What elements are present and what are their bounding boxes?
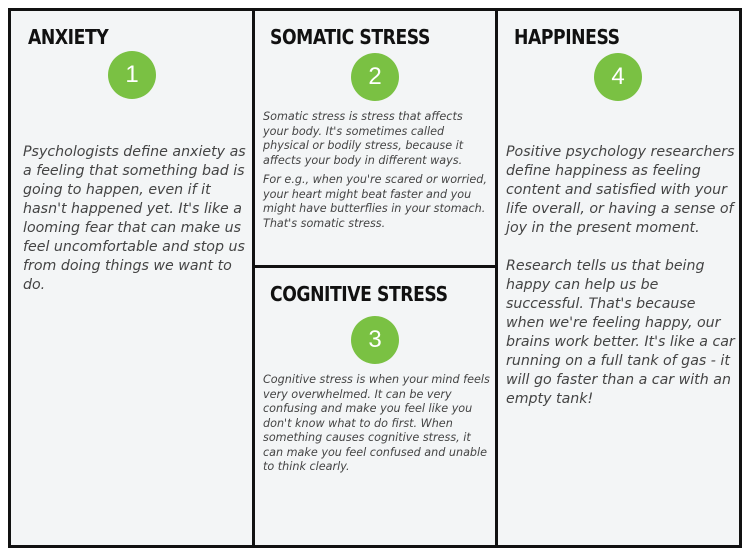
happiness-paragraph-1: Positive psychology researchers define happiness as feeling content and satisfied with your life overall, or having a sense of joy in the present moment.	[506, 144, 735, 236]
panel-title-somatic-stress: SOMATIC STRESS	[270, 25, 430, 49]
panel-happiness	[498, 11, 739, 545]
number-badge-4: 4	[594, 53, 642, 101]
panel-title-anxiety: ANXIETY	[28, 25, 109, 49]
somatic-paragraph-1: Somatic stress is stress that affects your body. It's sometimes called physical or bodily stress, because it affects your body in different ways.	[263, 110, 464, 167]
panel-body-anxiety	[23, 143, 249, 295]
anxiety-paragraph: Psychologists define anxiety as a feeling that something bad is going to happen, even if it hasn't happened yet. It's like a looming fear that can make us feel uncomfortable and stop us from doing things we want to do.	[23, 144, 246, 293]
happiness-paragraph-2: Research tells us that being happy can help us be successful. That's because when we're feeling happy, our brains work better. It's like a car running on a full tank of gas - it will go faster than a car with an empty tank!	[506, 258, 735, 407]
somatic-paragraph-2: For e.g., when you're scared or worried, your heart might beat faster and you might have butterflies in your stomach. That's somatic stress.	[263, 173, 487, 230]
panel-cognitive-stress	[255, 268, 495, 545]
panel-somatic-stress	[255, 11, 495, 265]
panel-body-somatic-stress	[263, 110, 491, 231]
number-badge-1: 1	[108, 51, 156, 99]
cognitive-paragraph: Cognitive stress is when your mind feels very overwhelmed. It can be very confusing and make you feel like you don't know what to do first. When something causes cognitive stress, it can make you feel confused and unable to think clearly.	[263, 373, 490, 473]
panel-anxiety	[11, 11, 252, 545]
panel-body-happiness	[506, 143, 736, 409]
panel-body-cognitive-stress	[263, 373, 493, 475]
panel-title-happiness: HAPPINESS	[514, 25, 620, 49]
panel-title-cognitive-stress: COGNITIVE STRESS	[270, 282, 448, 306]
number-badge-2: 2	[351, 53, 399, 101]
number-badge-3: 3	[351, 316, 399, 364]
